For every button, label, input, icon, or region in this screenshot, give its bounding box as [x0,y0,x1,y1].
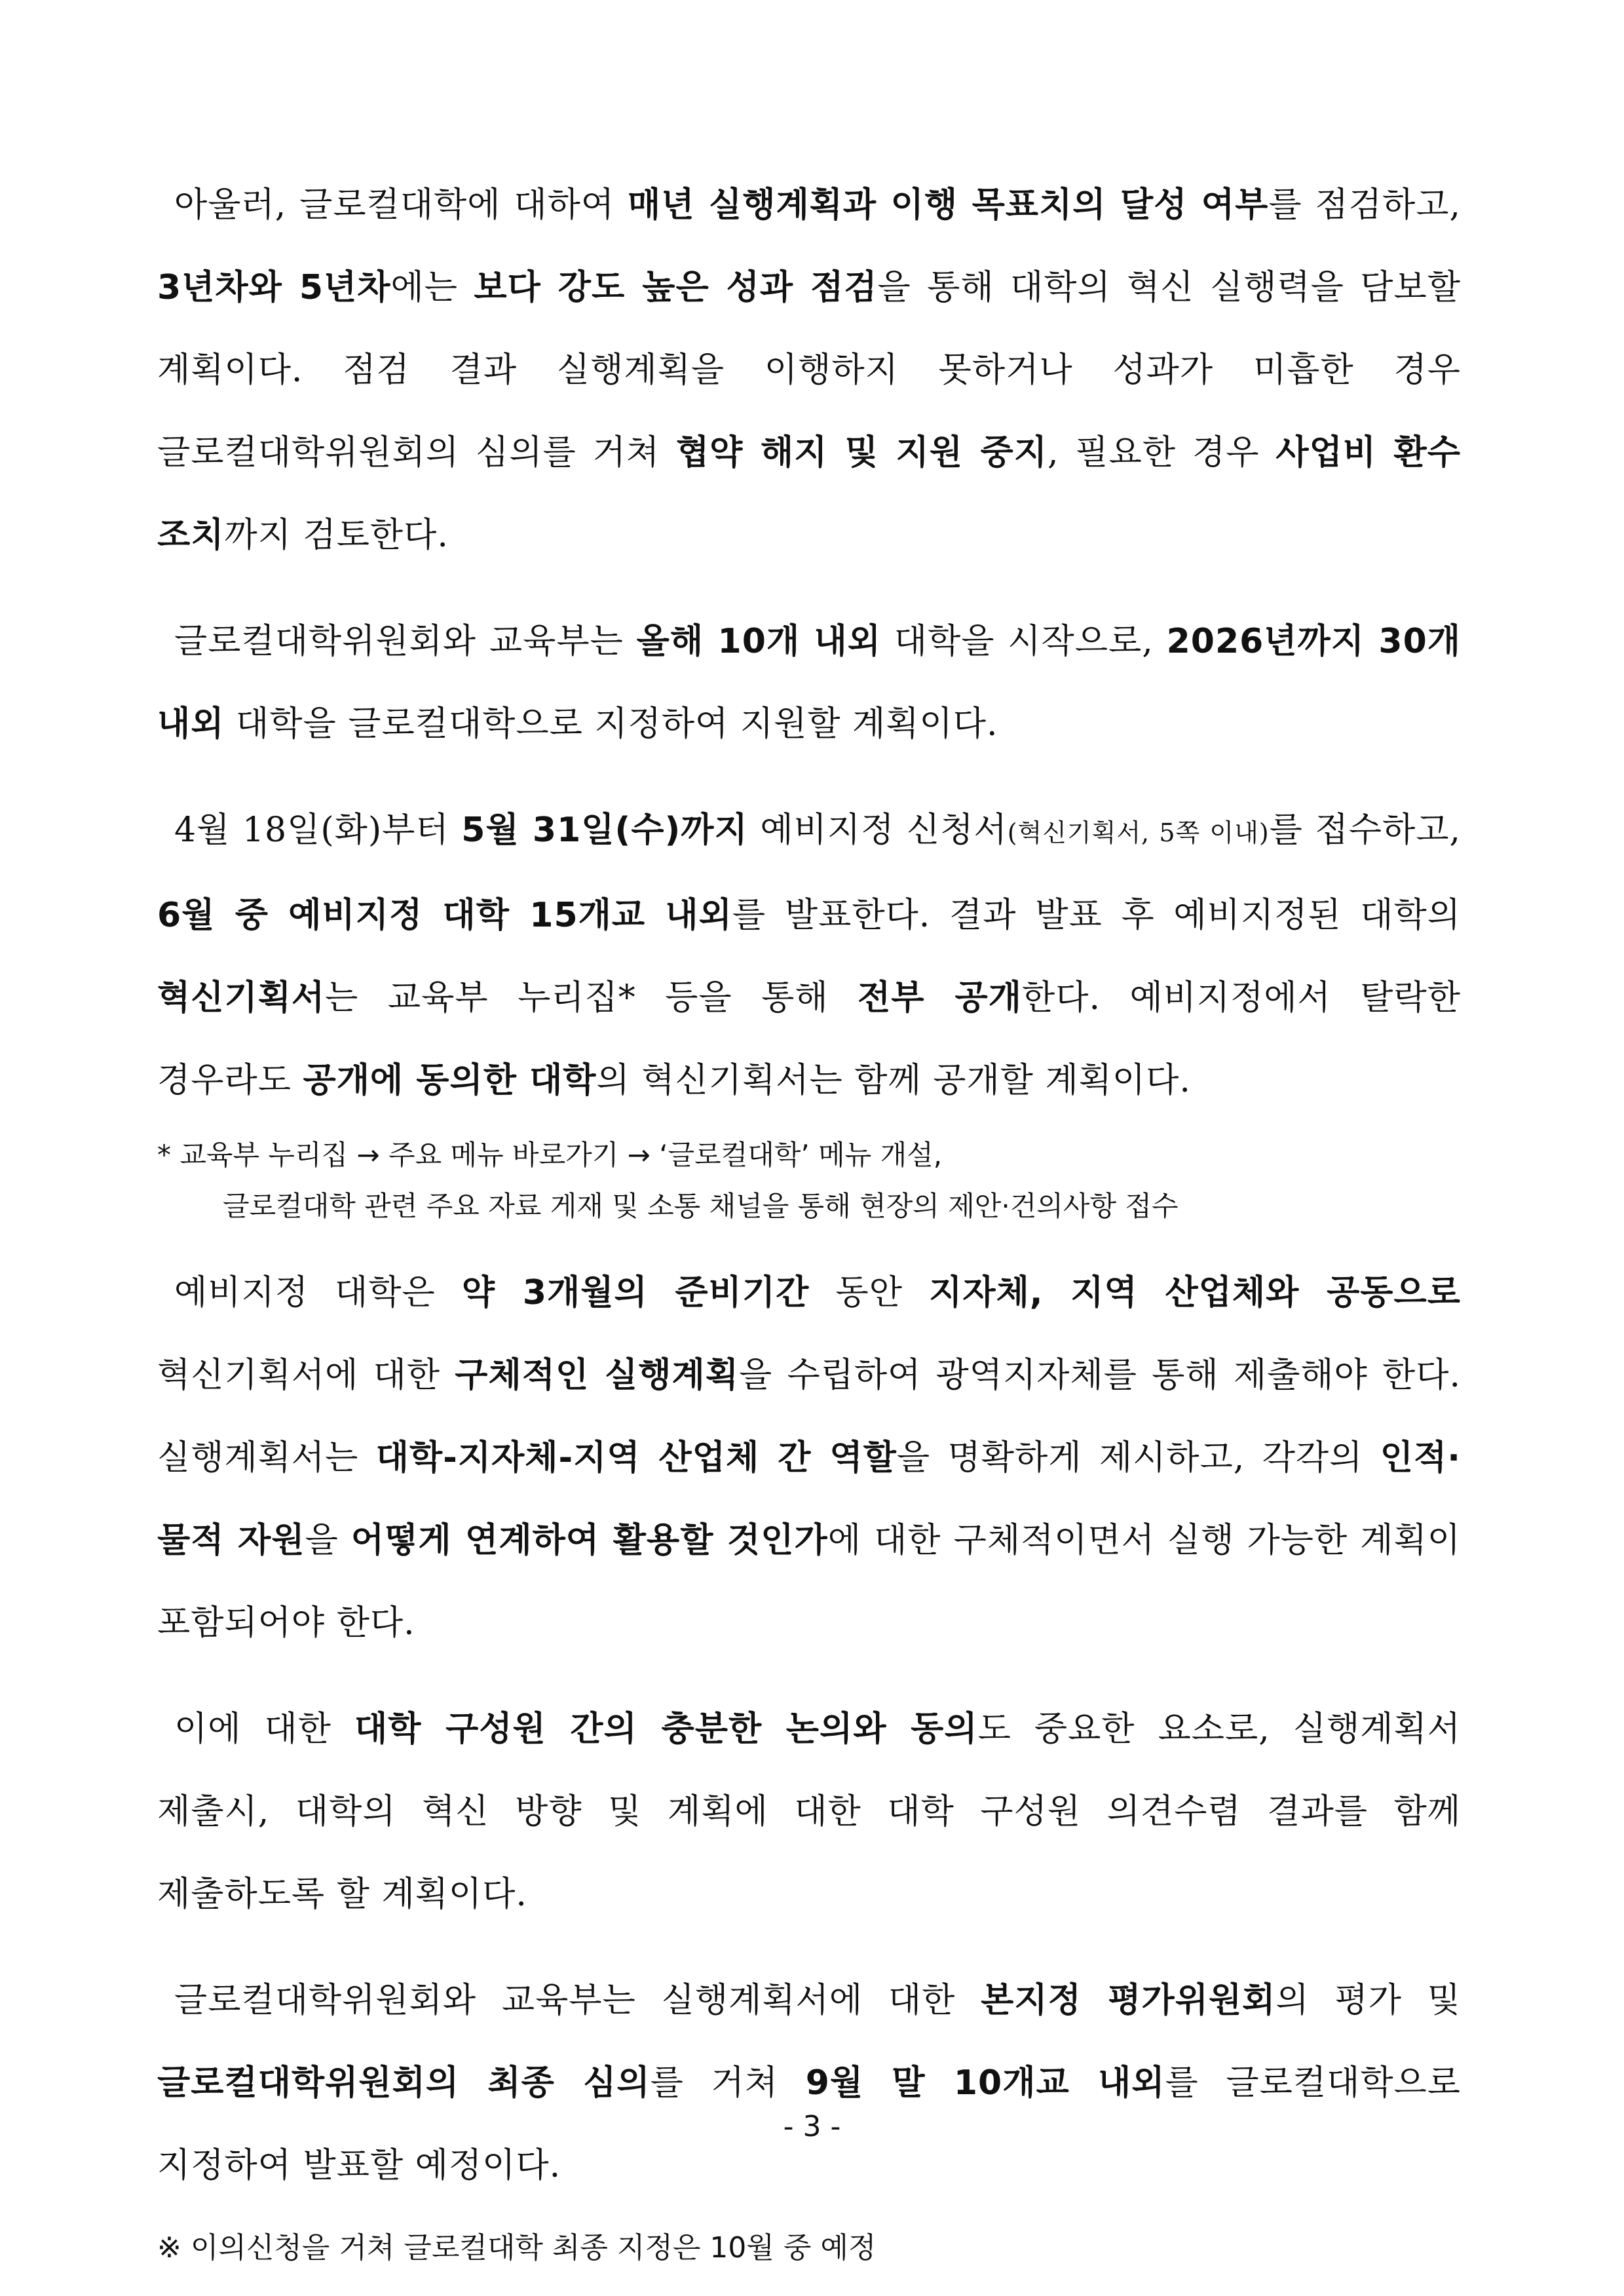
body-text: 4월 18일(화)부터 [174,811,462,850]
paragraph [157,600,1461,765]
paragraph-group-2 [157,1252,1461,2207]
footnote-line-2: 글로컬대학 관련 주요 자료 게재 및 소통 채널을 통해 현장의 제안·건의사항 접수 [223,1190,1179,1222]
emphasis-text: 글로컬대학위원회의 최종 심의 [157,2063,651,2103]
footnote-line-1: * 교육부 누리집 → 주요 메뉴 바로가기 → ‘글로컬대학’ 메뉴 개설, [157,1139,943,1171]
body-text: 을 수립하여 광역지자체를 통해 제출해야 한다. 실행계획서는 [157,1356,1461,1478]
body-text: 대학을 시작으로, [880,622,1167,661]
paragraph [157,1688,1461,1936]
emphasis-text: 약 3개월의 준비기간 [461,1273,810,1312]
emphasis-text: 혁신기획서 [157,978,326,1018]
emphasis-text: 어떻게 연계하여 활용할 것인가 [350,1521,828,1560]
paragraph [157,1252,1461,1664]
body-text: 의 평가 및 [1275,1981,1461,2020]
body-text: , 필요한 경우 [1047,433,1276,472]
body-text: 혁신기획서에 대한 [157,1356,455,1395]
body-text: 을 통해 대학의 혁신 실행력을 담보할 계획이다. 점검 결과 실행계획을 이행하지 못하거나 성과가 미흡한 경우 글로컬대학위원회의 심의를 거쳐 [157,268,1461,472]
document-body [157,164,1461,2266]
emphasis-text: 2026년까지 30개 내외 [157,622,1461,744]
emphasis-text: 보다 강도 높은 성과 점검 [474,268,878,307]
emphasis-text: 9월 말 10개교 내외 [805,2063,1165,2103]
emphasis-text: 올해 10개 내외 [636,622,881,661]
body-text: 를 글로컬대학으로 지정하여 발표할 예정이다. [157,2063,1462,2185]
body-text: 예비지정 대학은 [174,1273,462,1312]
schedule-note: ※ 이의신청을 거쳐 글로컬대학 최종 지정은 10월 중 예정 [157,2231,877,2265]
paragraph [157,1959,1461,2207]
paragraph-group-1 [157,164,1461,1122]
emphasis-text: 협약 해지 및 지원 중지 [675,433,1048,472]
body-text: 도 중요한 요소로, 실행계획서 제출시, 대학의 혁신 방향 및 계획에 대한 대학 구성원 의견수렴 결과를 함께 제출하도록 할 계획이다. [157,1710,1461,1914]
body-text: 대학을 글로컬대학으로 지정하여 지원할 계획이다. [224,704,998,744]
body-text: 는 교육부 누리집* 등을 통해 [325,978,858,1018]
paragraph [157,789,1461,1122]
body-text: 에 대한 구체적이면서 실행 가능한 계획이 포함되어야 한다. [157,1521,1462,1643]
emphasis-text: 공개에 동의한 대학 [303,1061,597,1100]
emphasis-text: 5월 31일(수)까지 [461,811,748,850]
body-text: 를 거쳐 [650,2063,806,2103]
body-text: 의 혁신기획서는 함께 공개할 계획이다. [596,1061,1191,1100]
footnote [157,1130,1461,1232]
body-text: 동안 [809,1273,930,1312]
body-text: 을 명확하게 제시하고, 각각의 [896,1438,1380,1478]
body-text: 글로컬대학위원회와 교육부는 실행계획서에 대한 [174,1981,981,2020]
body-text: 를 접수하고, [1269,811,1461,850]
emphasis-text: 15개교 내외 [509,896,732,935]
body-text: 아울러, 글로컬대학에 대하여 [174,185,628,225]
body-text: 를 발표한다. 결과 발표 후 예비지정된 대학의 [732,896,1461,935]
body-text: 를 점검하고, [1268,185,1462,225]
emphasis-text: 전부 공개 [858,978,1022,1018]
emphasis-text: 지자체, 지역 산업체와 공동으로 [929,1273,1462,1312]
emphasis-text: 대학 구성원 간의 충분한 논의와 동의 [354,1710,978,1749]
emphasis-text: 인적·물적 자원 [157,1438,1462,1560]
body-text: 한다. 예비지정에서 탈락한 경우라도 [157,978,1461,1100]
emphasis-text: 구체적인 실행계획 [455,1356,739,1395]
body-text: 까지 검토한다. [224,516,449,555]
emphasis-text: 6월 중 예비지정 대학 [157,896,510,935]
body-text: 예비지정 신청서 [747,811,1008,850]
emphasis-text: 사업비 환수 조치 [157,433,1461,555]
page-number: - 3 - [783,2110,841,2143]
emphasis-text: 3년차와 5년차 [157,268,391,307]
body-text: (혁신기획서, 5쪽 이내) [1007,818,1270,847]
emphasis-text: 매년 실행계획과 이행 목표치의 달성 여부 [628,185,1269,225]
paragraph [157,164,1461,577]
emphasis-text: 본지정 평가위원회 [981,1981,1276,2020]
body-text: 을 [305,1521,351,1560]
emphasis-text: 대학-지자체-지역 산업체 간 역할 [375,1438,897,1478]
body-text: 글로컬대학위원회와 교육부는 [174,622,637,661]
body-text: 이에 대한 [174,1710,355,1749]
body-text: 에는 [390,268,474,307]
